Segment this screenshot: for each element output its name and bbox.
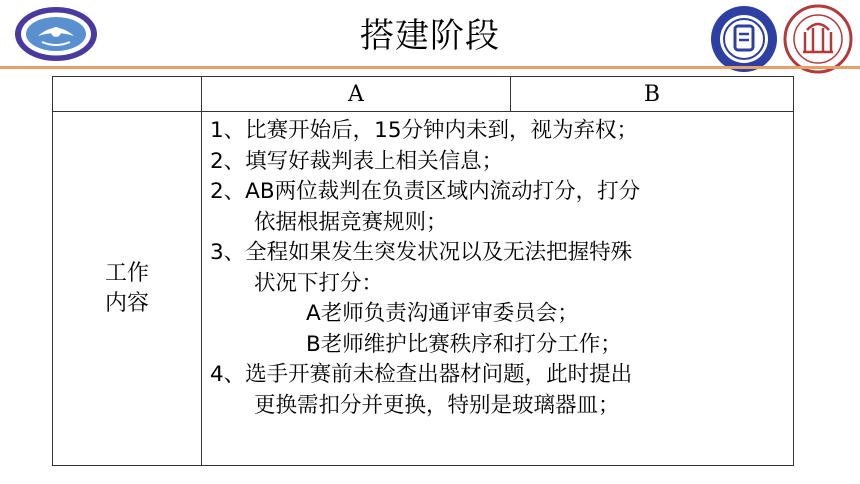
work-content-cell: [202, 112, 794, 466]
row-label-line: 工作: [104, 260, 149, 286]
page-title: 搭建阶段: [360, 16, 500, 56]
content-line: 1、比赛开始后，15分钟内未到，视为弃权；: [210, 118, 639, 143]
content-line: 2、AB两位裁判在负责区域内流动打分，打分: [210, 179, 641, 204]
content-line: 3、全程如果发生突发状况以及无法把握特殊: [210, 240, 633, 265]
row-label-line: 内容: [104, 290, 149, 316]
content-line: 依据根据竞赛规则；: [254, 209, 448, 235]
content-line: 2、填写好裁判表上相关信息；: [210, 148, 504, 174]
minjiang-university-logo: [709, 4, 779, 74]
content-line: B老师维护比赛秩序和打分工作；: [306, 331, 622, 357]
table-row: [53, 112, 794, 466]
header-divider: [0, 66, 860, 69]
duty-table: [52, 76, 794, 466]
table-header-b: B: [511, 77, 794, 112]
content-line: 更换需扣分并更换，特别是玻璃器皿；: [254, 392, 620, 418]
table-header-empty: [53, 77, 202, 112]
row-label: [53, 112, 202, 466]
table-header-a: A: [202, 77, 511, 112]
donghua-university-logo: [783, 4, 853, 74]
content-line: 4、选手开赛前未检查出器材问题，此时提出: [210, 362, 633, 387]
content-line: 状况下打分：: [254, 270, 384, 296]
content-line: A老师负责沟通评审委员会；: [306, 301, 579, 326]
table-header-row: [53, 77, 794, 112]
